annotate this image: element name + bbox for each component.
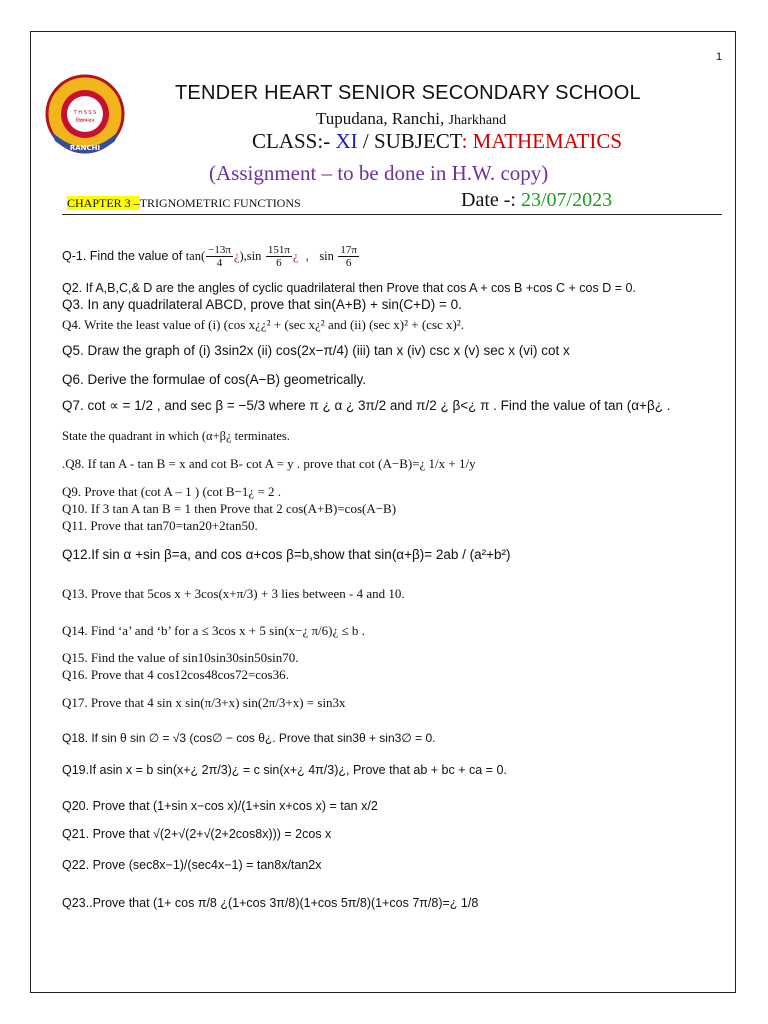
chapter-heading: CHAPTER 3 –TRIGNOMETRIC FUNCTIONS bbox=[67, 196, 301, 210]
question-9: Q9. Prove that (cot A – 1 ) (cot B−1¿ = 2 . bbox=[62, 484, 282, 499]
question-8: .Q8. If tan A - tan B = x and cot B- cot A = y . prove that cot (A−B)=¿ 1/x + 1/y bbox=[62, 456, 476, 471]
question-16: Q16. Prove that 4 cos12cos48cos72=cos36. bbox=[62, 667, 289, 682]
svg-text:RANCHI: RANCHI bbox=[69, 144, 101, 152]
header-rule bbox=[62, 214, 722, 215]
assignment-note: (Assignment – to be done in H.W. copy) bbox=[209, 161, 549, 185]
school-logo bbox=[41, 73, 129, 159]
question-21: Q21. Prove that √(2+√(2+√(2+2cos8x))) = 2cos x bbox=[62, 827, 332, 841]
question-4: Q4. Write the least value of (i) (cos x¿¿² + (sec x¿² and (ii) (sec x)² + (csc x)². bbox=[62, 317, 464, 332]
question-7-sub: State the quadrant in which (α+β¿ terminates. bbox=[62, 429, 290, 443]
question-19: Q19.If asin x = b sin(x+¿ 2π/3)¿ = c sin(x+¿ 4π/3)¿, Prove that ab + bc + ca = 0. bbox=[62, 763, 507, 777]
question-13: Q13. Prove that 5cos x + 3cos(x+π/3) + 3 lies between - 4 and 10. bbox=[62, 586, 405, 601]
question-17: Q17. Prove that 4 sin x sin(π/3+x) sin(2π/3+x) = sin3x bbox=[62, 695, 346, 710]
question-7: Q7. cot ∝ = 1/2 , and sec β = −5/3 where π ¿ α ¿ 3π/2 and π/2 ¿ β<¿ π . Find the value of tan (α+β¿ . bbox=[62, 398, 671, 413]
question-14: Q14. Find ‘a’ and ‘b’ for a ≤ 3cos x + 5 sin(x−¿ π/6)¿ ≤ b . bbox=[62, 623, 365, 638]
svg-text:विद्यामन्दन: विद्यामन्दन bbox=[75, 118, 95, 124]
question-10: Q10. If 3 tan A tan B = 1 then Prove that 2 cos(A+B)=cos(A−B) bbox=[62, 501, 397, 516]
question-23: Q23..Prove that (1+ cos π/8 ¿(1+cos 3π/8)(1+cos 5π/8)(1+cos 7π/8)=¿ 1/8 bbox=[62, 896, 479, 910]
question-11: Q11. Prove that tan70=tan20+2tan50. bbox=[62, 518, 258, 533]
page-number: 1 bbox=[716, 51, 723, 63]
school-name: TENDER HEART SENIOR SECONDARY SCHOOL bbox=[175, 82, 641, 104]
question-18: Q18. If sin θ sin ∅ = √3 (cos∅ − cos θ¿. Prove that sin3θ + sin3∅ = 0. bbox=[62, 731, 436, 745]
question-15: Q15. Find the value of sin10sin30sin50sin70. bbox=[62, 650, 299, 665]
question-3: Q3. In any quadrilateral ABCD, prove that sin(A+B) + sin(C+D) = 0. bbox=[62, 297, 462, 312]
svg-text:T H S S S: T H S S S bbox=[73, 110, 97, 116]
assignment-date: Date -: 23/07/2023 bbox=[461, 189, 613, 211]
class-subject-line: CLASS:- XI / SUBJECT: MATHEMATICS bbox=[252, 129, 623, 153]
question-2: Q2. If A,B,C,& D are the angles of cyclic quadrilateral then Prove that cos A + cos B +cos C + cos D = 0. bbox=[62, 281, 636, 295]
question-6: Q6. Derive the formulae of cos(A−B) geometrically. bbox=[62, 372, 366, 387]
question-5: Q5. Draw the graph of (i) 3sin2x (ii) cos(2x−π/4) (iii) tan x (iv) csc x (v) sec x (vi) cot x bbox=[62, 343, 570, 358]
question-1: Q-1. Find the value of tan( $\frac{-13\pi}{4}$ ¿),sin $\frac{151\pi}{6}$ ¿ , sin $\frac{17\pi}{6}$ bbox=[62, 244, 357, 269]
question-12: Q12.If sin α +sin β=a, and cos α+cos β=b,show that sin(α+β)= 2ab / (a²+b²) bbox=[62, 547, 511, 562]
question-20: Q20. Prove that (1+sin x−cos x)/(1+sin x+cos x) = tan x/2 bbox=[62, 799, 378, 813]
question-22: Q22. Prove (sec8x−1)/(sec4x−1) = tan8x/tan2x bbox=[62, 858, 322, 872]
school-location: Tupudana, Ranchi, Jharkhand bbox=[316, 109, 507, 128]
